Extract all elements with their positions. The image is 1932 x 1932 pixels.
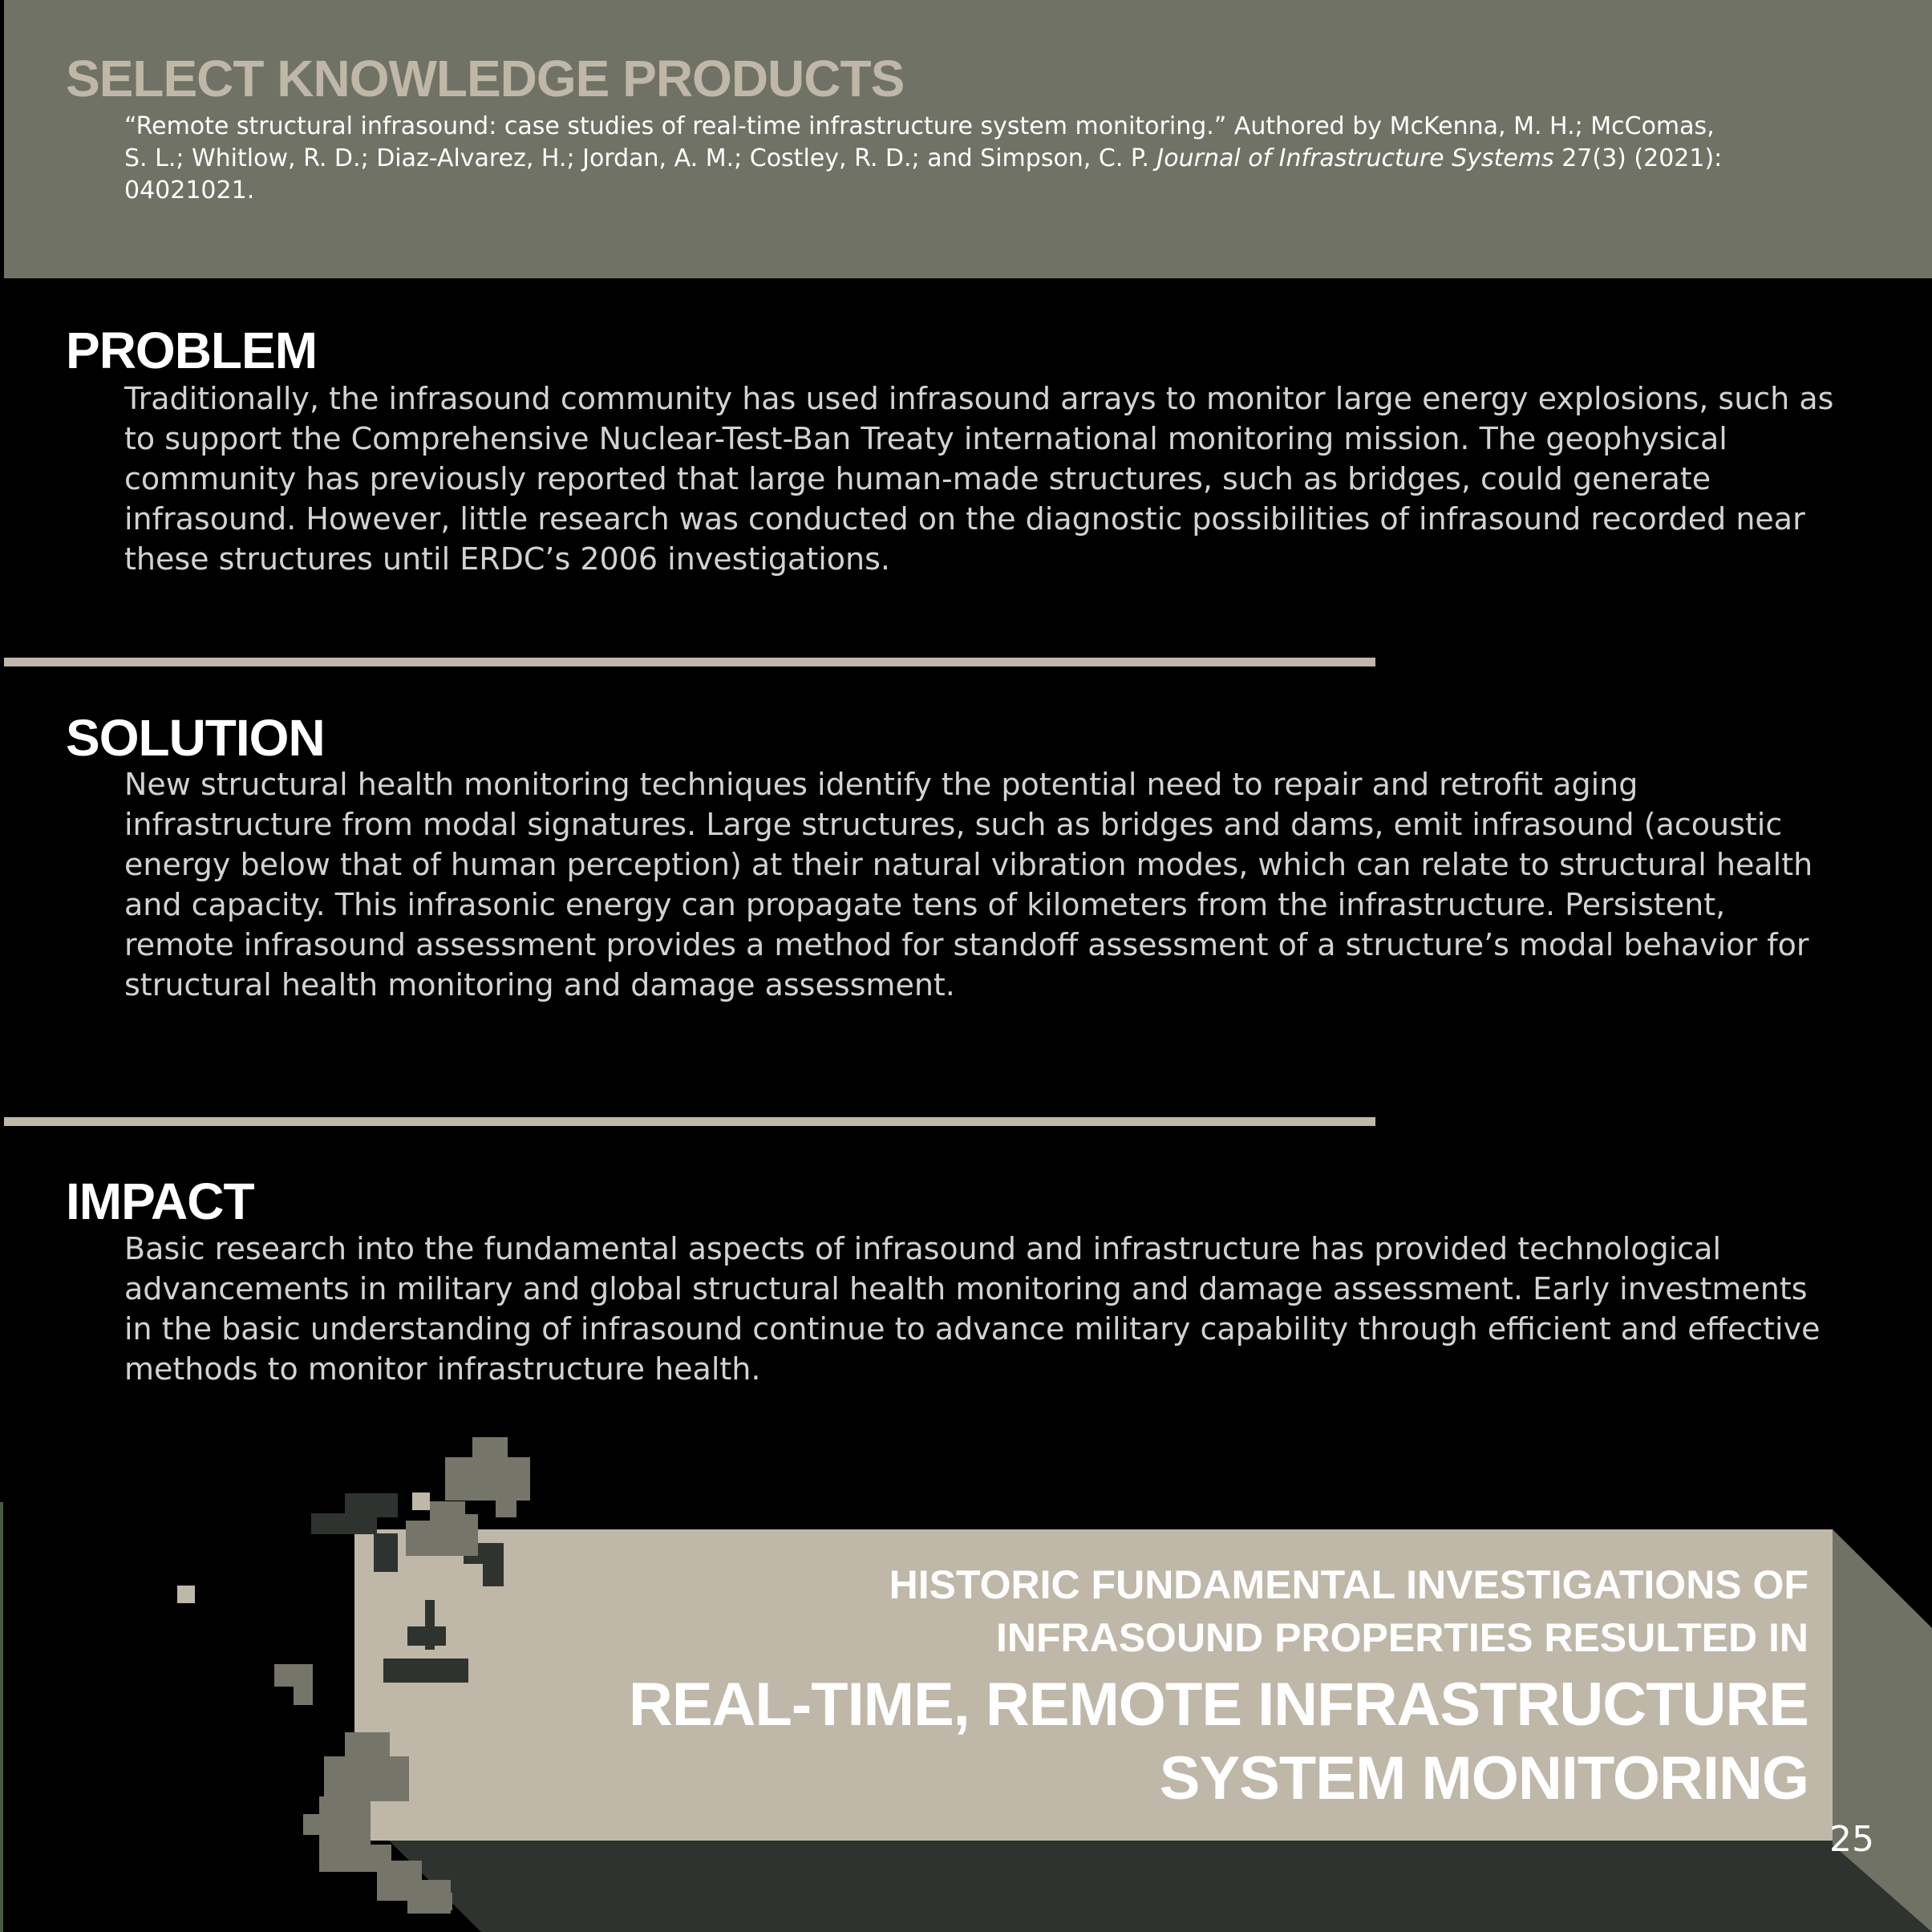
knowledge-products-heading: SELECT KNOWLEDGE PRODUCTS <box>66 50 905 107</box>
callout-text <box>889 1558 1808 1664</box>
impact-heading: IMPACT <box>66 1173 254 1230</box>
callout-line4: SYSTEM MONITORING <box>1159 1744 1808 1813</box>
page-number: 25 <box>1829 1819 1874 1860</box>
callout-emphasis <box>629 1668 1808 1816</box>
impact-body: Basic research into the fundamental aspects of infrasound and infrastructure has provided technological advancements in military and global structural health monitoring and damage assessment. Early investments in the basic understanding of infrasound continue to advance military capability through efficient and effective methods to monitor infrastructure health. <box>124 1231 1821 1387</box>
edge-stripe <box>0 1502 3 1932</box>
citation-tail: 27(3) (2021): 04021021. <box>124 144 1723 205</box>
citation-main: “Remote structural infrasound: case studies of real-time infrastructure system monitoring.” Authored by McKenna, M. H.; McComas, S. L.; Whitlow, R. D.; Diaz-Alvarez, H.; Jordan, A. M.; Costley, R. D.; and Simpson, C. P. <box>124 112 1715 172</box>
solution-body: New structural health monitoring techniques identify the potential need to repair and retrofit aging infrastructure from modal signatures. Large structures, such as bridges and dams, emit infrasound (acoustic energy below that of human perception) at their natural vibration modes, which can relate to structural health and capacity. This infrasonic energy can propagate tens of kilometers from the infrastructure. Persistent, remote infrasound assessment provides a method for standoff assessment of a structure’s modal behavior for structural health monitoring and damage assessment. <box>124 767 1813 1002</box>
callout-line1: HISTORIC FUNDAMENTAL INVESTIGATIONS OF <box>889 1562 1808 1607</box>
problem-heading: PROBLEM <box>66 322 317 379</box>
citation-journal: Journal of Infrastructure Systems <box>1156 144 1554 172</box>
solution-heading: SOLUTION <box>66 709 325 767</box>
problem-body: Traditionally, the infrasound community has used infrasound arrays to monitor large energy explosions, such as to support the Comprehensive Nuclear-Test-Ban Treaty international monitoring mission. The geophysical community has previously reported that large human-made structures, such as bridges, could generate infrasound. However, little research was conducted on the diagnostic possibilities of infrasound recorded near these structures until ERDC’s 2006 investigations. <box>124 381 1834 577</box>
callout-line2: INFRASOUND PROPERTIES RESULTED IN <box>995 1615 1808 1660</box>
dark-band <box>385 1837 1932 1932</box>
callout-line3: REAL-TIME, REMOTE INFRASTRUCTURE <box>628 1671 1808 1739</box>
